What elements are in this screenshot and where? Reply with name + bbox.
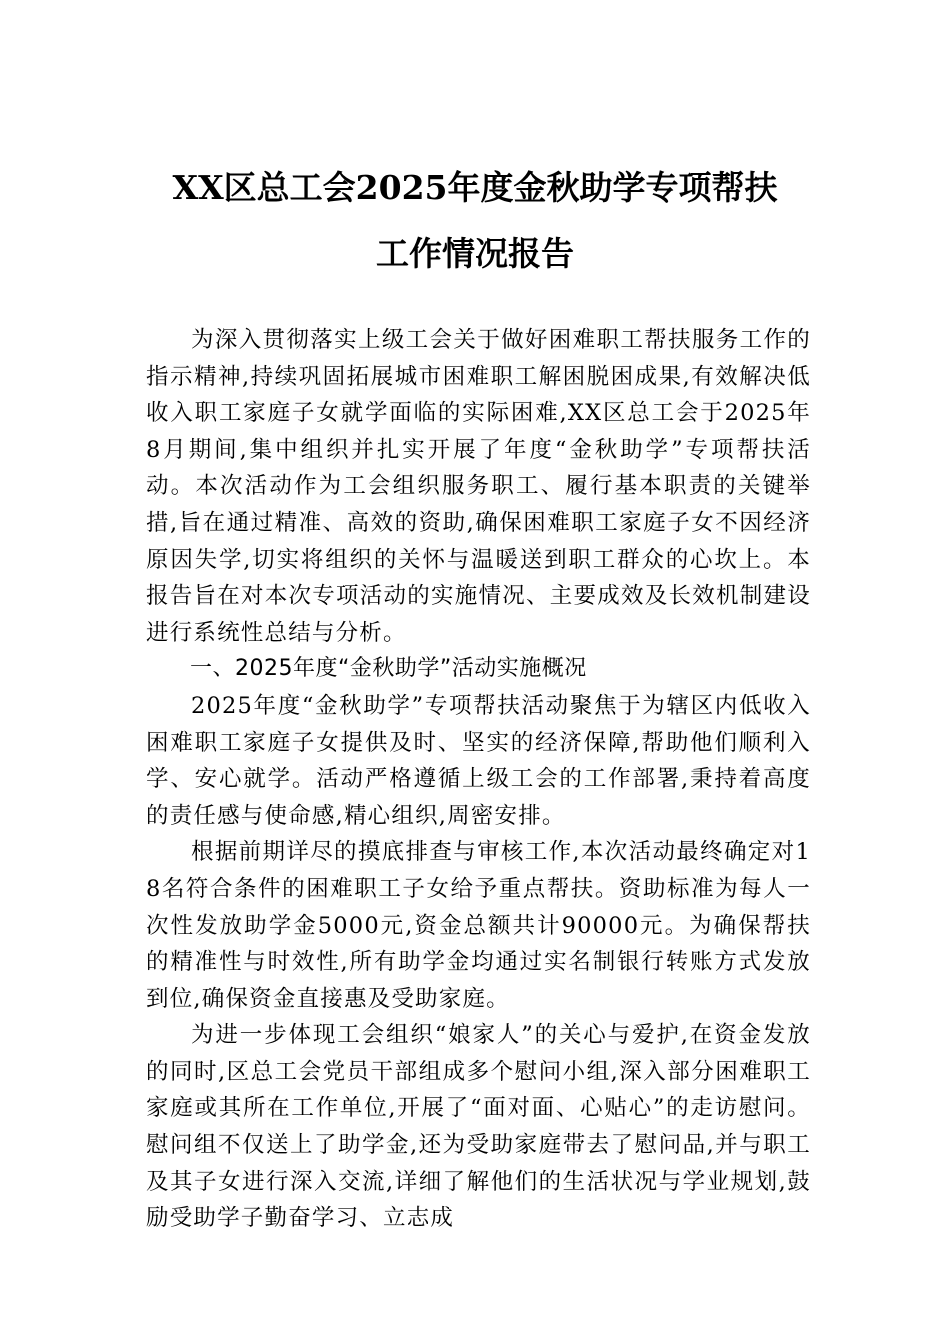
- report-title-line-1: XX区总工会2025年度金秋助学专项帮扶: [172, 168, 778, 207]
- intro-paragraph: 为深入贯彻落实上级工会关于做好困难职工帮扶服务工作的指示精神,持续巩固拓展城市困难职工解困脱困成果,有效解决低收入职工家庭子女就学面临的实际困难,XX区总工会于2025年8月期间,集中组织并扎实开展了年度“金秋助学”专项帮扶活动。本次活动作为工会组织服务职工、履行基本职责的关键举措,旨在通过精准、高效的资助,确保困难职工家庭子女不因经济原因失学,切实将组织的关怀与温暖送到职工群众的心坎上。本报告旨在对本次专项活动的实施情况、主要成效及长效机制建设进行系统性总结与分析。: [146, 327, 811, 646]
- report-body: [146, 322, 811, 1237]
- section-1-heading: 一、2025年度“金秋助学”活动实施概况: [190, 656, 587, 682]
- section-1-paragraph-1: 2025年度“金秋助学”专项帮扶活动聚焦于为辖区内低收入困难职工家庭子女提供及时、坚实的经济保障,帮助他们顺利入学、安心就学。活动严格遵循上级工会的工作部署,秉持着高度的责任感与使命感,精心组织,周密安排。: [146, 692, 811, 829]
- report-title-line-2: 工作情况报告: [376, 234, 574, 273]
- section-1-paragraph-2: 根据前期详尽的摸底排查与审核工作,本次活动最终确定对18名符合条件的困难职工子女给予重点帮扶。资助标准为每人一次性发放助学金5000元,资金总额共计90000元。为确保帮扶的精准性与时效性,所有助学金均通过实名制银行转账方式发放到位,确保资金直接惠及受助家庭。: [146, 839, 811, 1012]
- section-1-paragraph-3: 为进一步体现工会组织“娘家人”的关心与爱护,在资金发放的同时,区总工会党员干部组成多个慰问小组,深入部分困难职工家庭或其所在工作单位,开展了“面对面、心贴心”的走访慰问。慰问组不仅送上了助学金,还为受助家庭带去了慰问品,并与职工及其子女进行深入交流,详细了解他们的生活状况与学业规划,鼓励受助学子勤奋学习、立志成: [146, 1022, 811, 1232]
